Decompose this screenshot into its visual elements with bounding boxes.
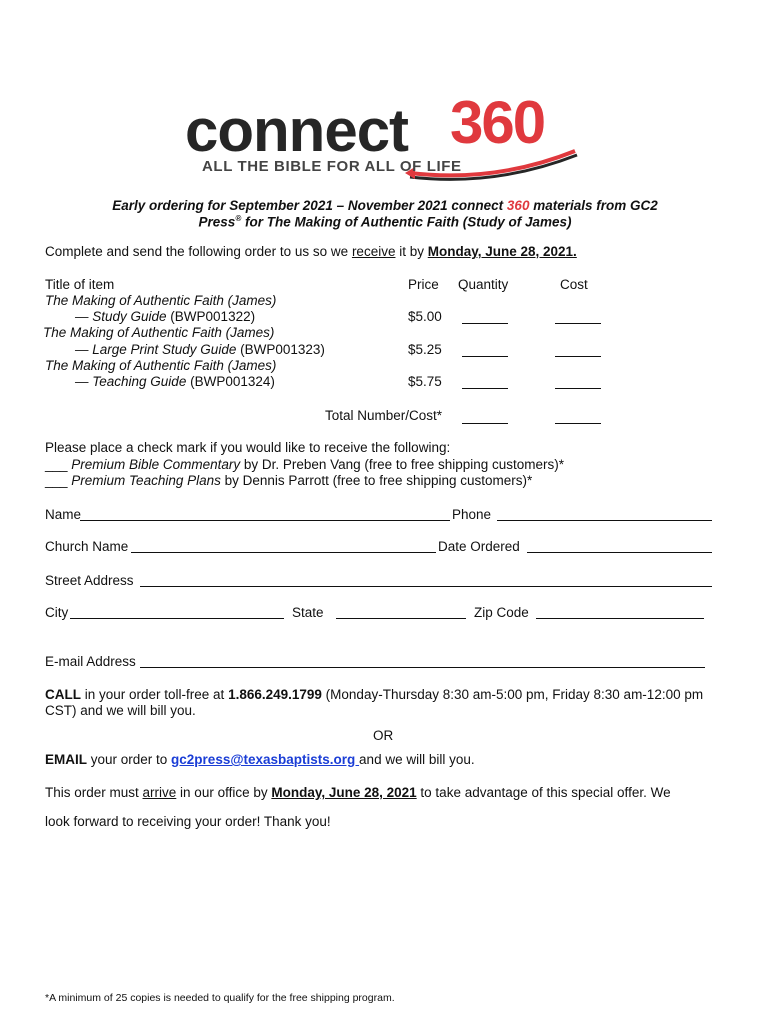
check-blank[interactable]: ___: [45, 457, 68, 472]
phone-label: Phone: [452, 507, 492, 522]
header-cost: Cost: [560, 277, 588, 292]
logo-tagline: ALL THE BIBLE FOR ALL OF LIFE: [202, 158, 462, 175]
item-price: $5.00: [408, 309, 442, 324]
call-instructions-line2: CST) and we will bill you.: [45, 703, 196, 718]
cost-field[interactable]: [555, 323, 601, 324]
email-field[interactable]: [140, 667, 705, 668]
logo-word: connect: [185, 97, 409, 164]
closing-text: This order must arrive in our office by Monday, June 28, 2021 to take advantage of this special offer. We: [45, 785, 671, 800]
intro-deadline: Monday, June 28, 2021.: [427, 244, 577, 259]
item-subtitle: — Teaching Guide (BWP001324): [75, 374, 275, 389]
item-title: The Making of Authentic Faith (James): [45, 293, 277, 308]
header-quantity: Quantity: [458, 277, 509, 292]
call-instructions: CALL in your order toll-free at 1.866.249.1799 (Monday-Thursday 8:30 am-5:00 pm, Friday 8:30 am-12:00 pm: [45, 687, 704, 702]
email-link[interactable]: gc2press@texasbaptists.org: [171, 752, 360, 767]
quantity-field[interactable]: [462, 323, 508, 324]
registered-mark: ®: [235, 214, 242, 223]
headline: [35, 198, 735, 230]
date-field[interactable]: [527, 552, 712, 553]
item-price: $5.25: [408, 342, 442, 357]
total-label: Total Number/Cost*: [325, 408, 443, 423]
date-label: Date Ordered: [438, 539, 520, 554]
street-field[interactable]: [140, 586, 712, 587]
closing-text-line2: look forward to receiving your order! Thank you!: [45, 814, 331, 829]
state-field[interactable]: [336, 618, 466, 619]
church-label: Church Name: [45, 539, 129, 554]
item-title: The Making of Authentic Faith (James): [43, 325, 275, 340]
check-blank[interactable]: ___: [45, 473, 68, 488]
item-price: $5.75: [408, 374, 442, 389]
closing-deadline: Monday, June 28, 2021: [271, 785, 417, 800]
zip-label: Zip Code: [474, 605, 529, 620]
item-subtitle: — Study Guide (BWP001322): [75, 309, 256, 324]
header-title: Title of item: [45, 277, 115, 292]
headline-line1: Early ordering for September 2021 – November 2021 connect 360 materials from GC2: [112, 198, 658, 213]
headline-360: 360: [506, 198, 530, 213]
state-label: State: [292, 605, 324, 620]
or-separator: OR: [373, 728, 394, 743]
cost-field[interactable]: [555, 388, 601, 389]
item-title: The Making of Authentic Faith (James): [45, 358, 277, 373]
logo: [185, 88, 585, 183]
header-price: Price: [408, 277, 439, 292]
name-label: Name: [45, 507, 82, 522]
item-subtitle: — Large Print Study Guide (BWP001323): [75, 342, 325, 357]
checks-intro: Please place a check mark if you would like to receive the following:: [45, 440, 451, 455]
phone-field[interactable]: [497, 520, 712, 521]
church-field[interactable]: [131, 552, 436, 553]
total-cost-field[interactable]: [555, 423, 601, 424]
headline-line2: Press® for The Making of Authentic Faith (Study of James): [198, 214, 572, 230]
cost-field[interactable]: [555, 356, 601, 357]
quantity-field[interactable]: [462, 356, 508, 357]
city-field[interactable]: [70, 618, 284, 619]
footnote: *A minimum of 25 copies is needed to qualify for the free shipping program.: [45, 992, 395, 1004]
zip-field[interactable]: [536, 618, 704, 619]
check-item-commentary[interactable]: ___ Premium Bible Commentary by Dr. Preben Vang (free to free shipping customers)*: [45, 457, 565, 472]
email-instructions: EMAIL your order to gc2press@texasbaptists.org and we will bill you.: [45, 752, 475, 767]
name-field[interactable]: [80, 520, 450, 521]
email-label: E-mail Address: [45, 654, 136, 669]
toll-free-number: 1.866.249.1799: [228, 687, 322, 702]
logo-number: 360: [450, 89, 545, 156]
street-label: Street Address: [45, 573, 134, 588]
quantity-field[interactable]: [462, 388, 508, 389]
total-quantity-field[interactable]: [462, 423, 508, 424]
check-item-teaching-plans[interactable]: ___ Premium Teaching Plans by Dennis Parrott (free to free shipping customers)*: [45, 473, 533, 488]
city-label: City: [45, 605, 69, 620]
intro-text: Complete and send the following order to us so we receive it by Monday, June 28, 2021.: [45, 244, 577, 259]
